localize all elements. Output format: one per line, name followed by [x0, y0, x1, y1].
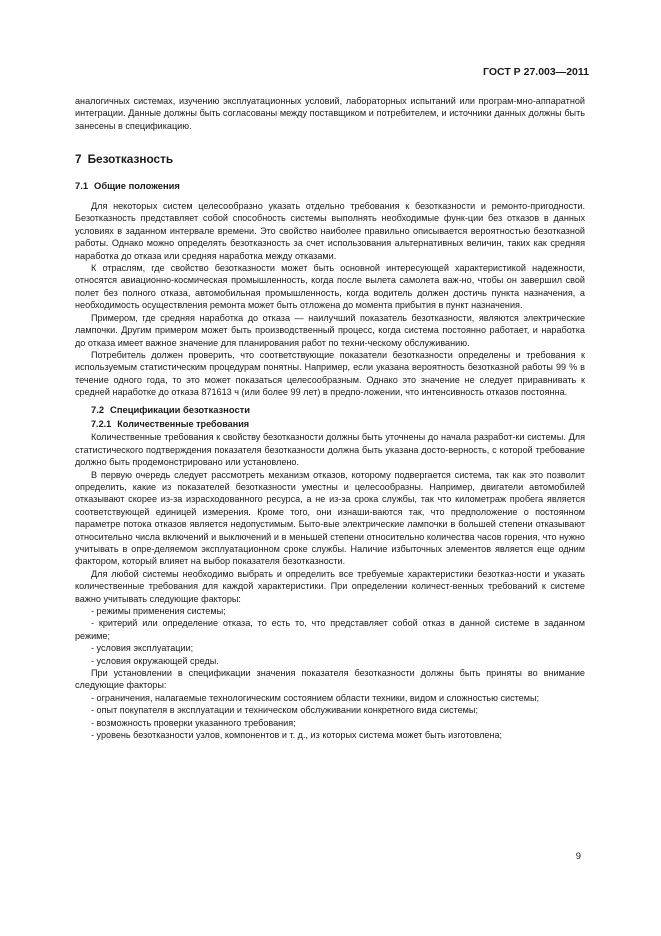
page-number: 9 [575, 851, 581, 862]
subsection-7-2-heading [75, 404, 585, 416]
list-item: - уровень безотказности узлов, компонентов и т. д., из которых система может быть изготовлена; [91, 730, 503, 741]
subsection-number: 7.2.1 [91, 418, 112, 429]
subsection-number: 7.1 [75, 179, 89, 191]
standard-code: ГОСТ Р 27.003—2011 [483, 66, 589, 78]
section-7-heading [75, 153, 585, 165]
page-content [75, 95, 585, 742]
paragraph: Для любой системы необходимо выбрать и определить все требуемые характеристики безотказ-ности и указать количественные требования для каждой характеристики. При определении количест-венных требований к системе важно учитывать следующие факторы: [75, 568, 585, 604]
paragraph: Потребитель должен проверить, что соответствующие показатели безотказности определены и требования к используемым статистическим процедурам понятны. Например, если указана вероятность безотказной работы 99 % в течение одного года, то это может показаться целесообразным. Однако это значение не следует приравнивать к средней наработке до отказа 871613 ч (или более 99 лет) в предпо-ложении, что интенсивность отказов постоянна. [75, 349, 585, 398]
paragraph: В первую очередь следует рассмотреть механизм отказов, которому подвергается система, так как это позволит определить, какие из показателей безотказности уместны и целесообразны. Например, двигатели автомобилей отказывают скорее из-за израсходованного ресурса, а не из-за срока службы, так что километраж пробега является соответствующей единицей измерения. Кроме того, они изнаши-ваются так, что предположение о постоянном параметре потока отказов является недопустимым. Быто-вые электрические лампочки в большей степени отказывают относительно числа включений и выключений и в меньшей степени относительно количества часов горения, что нужно учитывать в опре-деляемом эксплуатационном сроке службы. Наличие избыточных элементов является еще одним фактором, который влияет на выбор показателя безотказности. [75, 469, 585, 567]
subsection-title: Спецификации безотказности [110, 403, 251, 415]
list-item: - критерий или определение отказа, то есть то, что представляет собой отказ в данной системе в заданном режиме; [75, 618, 585, 641]
subsection-7-1-heading [75, 180, 585, 192]
paragraph: При установлении в спецификации значения показателя безотказности должны быть приняты во внимание следующие факторы: [75, 668, 585, 691]
list-item: - возможность проверки указанного требования; [91, 717, 296, 728]
intro-paragraph: аналогичных системах, изучению эксплуатационных условий, лабораторных испытаний или програм-мно-аппаратной интеграции. Данные должны быть согласованы между поставщиком и потребителем, и источники данных должны быть занесены в спецификацию. [75, 96, 585, 131]
list-item: - опыт покупателя в эксплуатации и техническом обслуживании конкретного вида системы; [91, 705, 478, 716]
paragraph: К отраслям, где свойство безотказности может быть основной интересующей характеристикой надежности, относятся авиационно-космическая промышленность, когда после вылета самолета важ-но, чтобы он завершил свой полет без полного отказа, автомобильная промышленность, когда водитель должен достичь пункта назначения, а необходимость осуществления ремонта может быть отложена до момента прибытия в пункт назначения. [75, 263, 585, 311]
list-item: - режимы применения системы; [91, 606, 226, 617]
paragraph: Для некоторых систем целесообразно указать отдельно требования к безотказности и ремонто-пригодности. Безотказность представляет собой способность системы выполнять необходимые функ-ции без отказов в данных условиях в заданном интервале времени. Это свойство наиболее правильно описывается вероятностью безотказной работы. Однако можно определять безотказность за счет использования альтернативных величин, таких как средняя наработка до отказа или средняя наработка между отказами. [75, 201, 585, 261]
list-item: - ограничения, налагаемые технологическим состоянием области техники, видом и сложностью системы; [91, 692, 540, 703]
section-title: Безотказность [87, 152, 174, 167]
subsection-7-2-1-heading [91, 418, 585, 430]
list-item: - условия окружающей среды. [91, 655, 219, 666]
subsection-title: Общие положения [94, 179, 180, 191]
paragraph: Примером, где средняя наработка до отказа — наилучший показатель безотказности, являются электрические лампочки. Другим примером может быть производственный процесс, когда система постоянно работает, и наработка до отказа имеет важное значение для планирования работ по техни-ческому обслуживанию. [75, 312, 585, 348]
subsection-title: Количественные требования [117, 418, 250, 429]
subsection-number: 7.2 [91, 403, 105, 415]
section-number: 7 [75, 152, 82, 167]
paragraph: Количественные требования к свойству безотказности должны быть уточнены до начала разработ-ки системы. Для статистического подтверждения показателя безотказности должна быть указана досто-верность, с которой требование должно быть продемонстрировано или установлено. [75, 432, 585, 468]
list-item: - условия эксплуатации; [91, 643, 194, 654]
